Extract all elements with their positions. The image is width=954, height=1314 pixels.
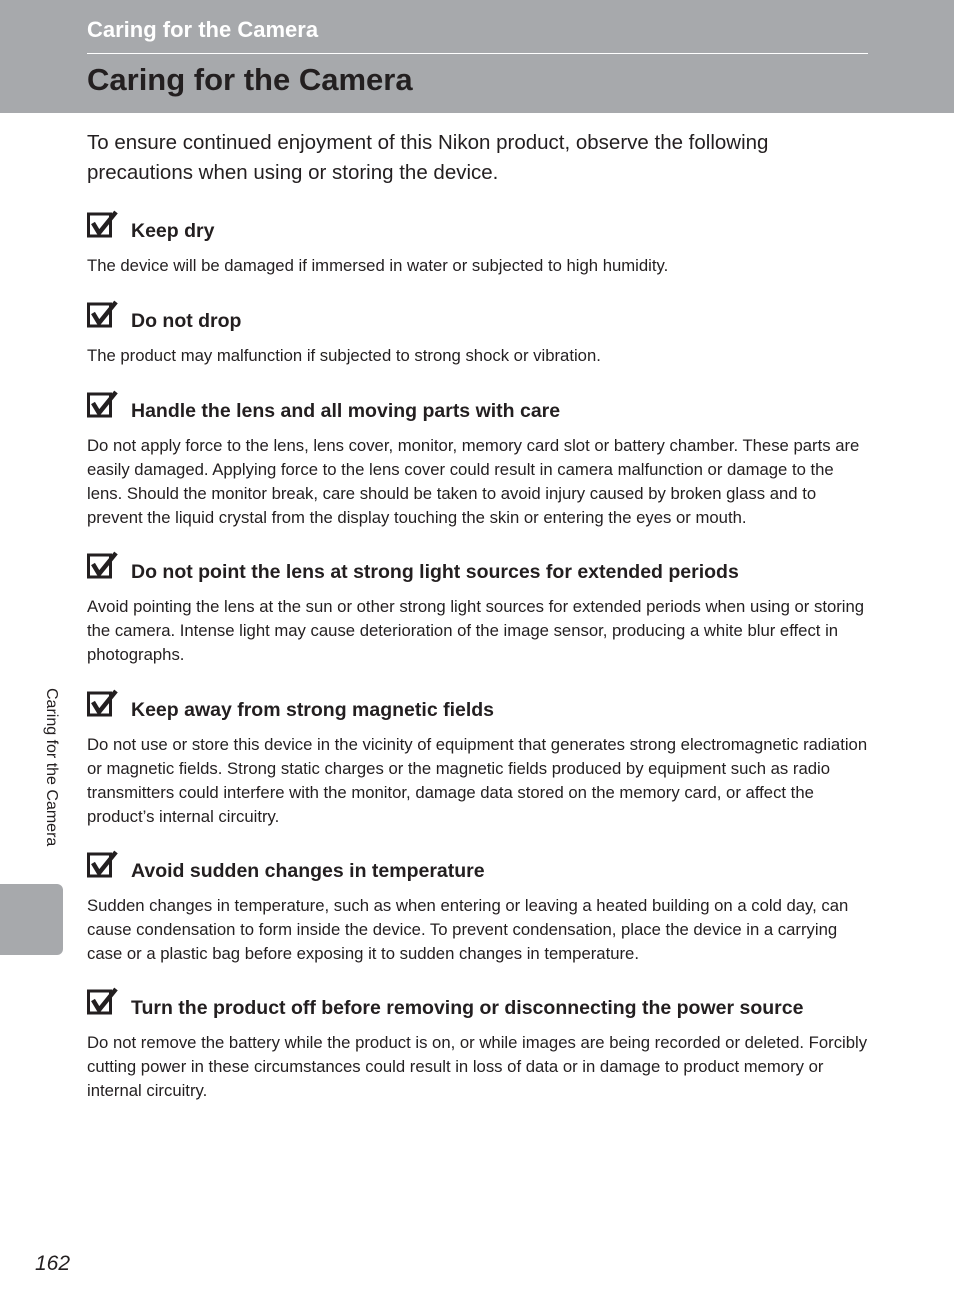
section-title: Do not drop <box>131 310 242 332</box>
section-strong-light <box>87 551 872 667</box>
page-number: 162 <box>35 1252 71 1275</box>
section-header <box>87 551 872 585</box>
section-title: Do not point the lens at strong light sources for extended periods <box>131 561 739 583</box>
section-title: Handle the lens and all moving parts with care <box>131 400 561 422</box>
section-title: Keep away from strong magnetic fields <box>131 699 495 721</box>
side-chapter-tab <box>0 884 63 955</box>
section-keep-dry <box>87 210 872 278</box>
section-body: The device will be damaged if immersed in water or subjected to high humidity. <box>87 256 669 275</box>
section-title: Avoid sudden changes in temperature <box>131 860 485 882</box>
check-box-icon <box>87 987 119 1019</box>
page-title: Caring for the Camera <box>87 62 413 97</box>
section-body: Do not remove the battery while the product is on, or while images are being recorded or deleted. Forcibly cutting power in these circumstances could result in loss of data or in damage to product memory or internal circuitry. <box>87 1033 868 1100</box>
check-box-icon <box>87 300 119 332</box>
section-handle-lens <box>87 390 872 530</box>
section-header <box>87 390 872 424</box>
check-box-icon <box>87 390 119 422</box>
check-box-icon <box>87 850 119 882</box>
section-header <box>87 300 872 334</box>
section-do-not-drop <box>87 300 872 368</box>
running-head: Caring for the Camera <box>87 17 319 42</box>
section-body: Avoid pointing the lens at the sun or other strong light sources for extended periods when using or storing the camera. Intense light may cause deterioration of the image sensor, producing a white blur effect in photographs. <box>87 597 865 664</box>
intro-paragraph: To ensure continued enjoyment of this Nikon product, observe the following precautions when using or storing the device. <box>87 131 769 184</box>
section-title: Keep dry <box>131 220 215 242</box>
section-header <box>87 850 872 884</box>
section-header <box>87 987 872 1021</box>
section-magnetic-fields <box>87 689 872 829</box>
check-box-icon <box>87 551 119 583</box>
section-temperature <box>87 850 872 966</box>
section-title: Turn the product off before removing or disconnecting the power source <box>131 997 804 1019</box>
section-body: Do not use or store this device in the vicinity of equipment that generates strong electromagnetic radiation or magnetic fields. Strong static charges or the magnetic fields produced by equipment such as radio transmitters could interfere with the monitor, damage data stored on the memory card, or affect the product’s internal circuitry. <box>87 735 868 826</box>
section-body: Do not apply force to the lens, lens cover, monitor, memory card slot or battery chamber. These parts are easily damaged. Applying force to the lens cover could result in camera malfunction or damage to the lens. Should the monitor break, care should be taken to avoid injury caused by broken glass and to prevent the liquid crystal from the display touching the skin or entering the eyes or mouth. <box>87 436 860 527</box>
side-chapter-label: Caring for the Camera <box>43 688 60 847</box>
section-power-source <box>87 987 872 1103</box>
check-box-icon <box>87 689 119 721</box>
section-body: Sudden changes in temperature, such as when entering or leaving a heated building on a cold day, can cause condensation to form inside the device. To prevent condensation, place the device in a carrying case or a plastic bag before exposing it to sudden changes in temperature. <box>87 896 849 963</box>
check-box-icon <box>87 210 119 242</box>
header-rule <box>87 53 868 54</box>
section-header <box>87 210 872 244</box>
section-header <box>87 689 872 723</box>
section-body: The product may malfunction if subjected to strong shock or vibration. <box>87 346 601 365</box>
